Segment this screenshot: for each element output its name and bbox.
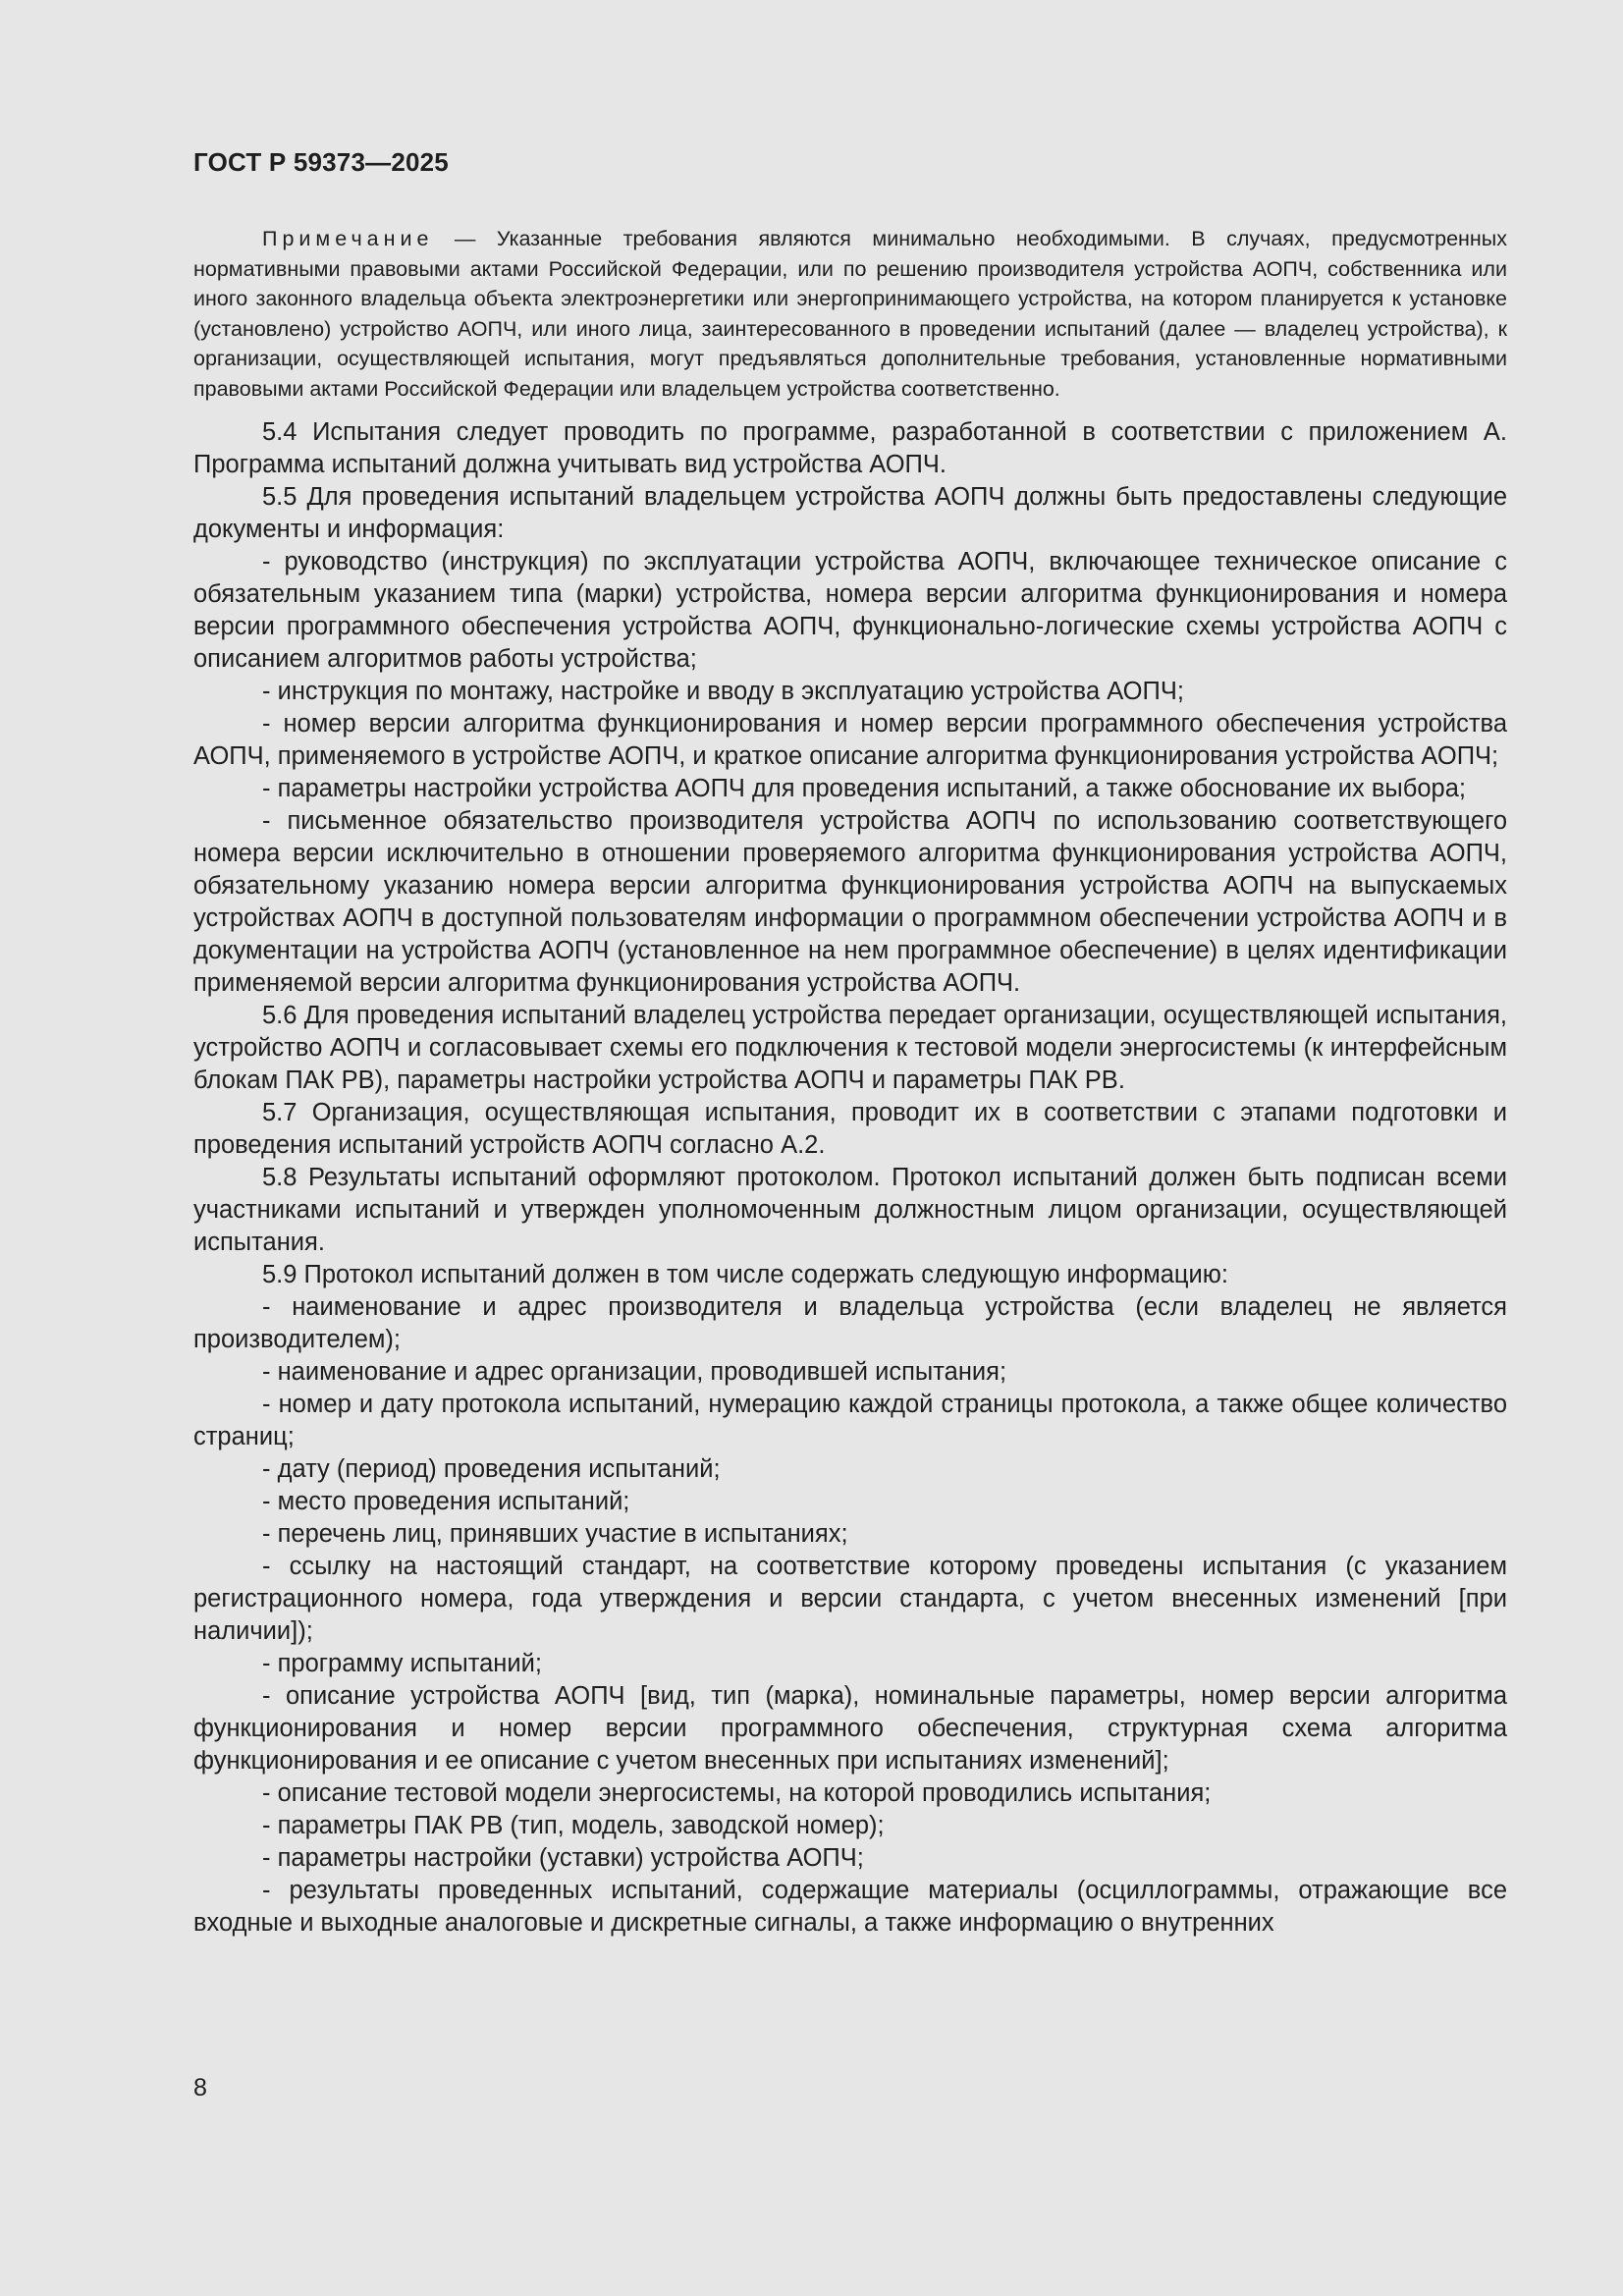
note-label: Примечание <box>262 227 434 250</box>
list-item: - параметры настройки устройства АОПЧ для проведения испытаний, а также обоснование их выбора; <box>262 774 1466 802</box>
paragraph-5-9: 5.9 Протокол испытаний должен в том числе содержать следующую информацию: <box>262 1260 1228 1288</box>
paragraph-5-6: 5.6 Для проведения испытаний владелец устройства передает организации, осуществляющей испытания, устройство АОПЧ и согласовывает схемы его подключения к тестовой модели энергосистемы (к интерфейсным блокам ПАК РВ), параметры настройки устройства АОПЧ и параметры ПАК РВ. <box>193 1001 1507 1094</box>
page-body <box>193 224 1507 1940</box>
list-item: - место проведения испытаний; <box>262 1487 630 1515</box>
list-item: - номер и дату протокола испытаний, нумерацию каждой страницы протокола, а также общее количество страниц; <box>193 1390 1507 1450</box>
list-item: - руководство (инструкция) по эксплуатации устройства АОПЧ, включающее техническое описание с обязательным указанием типа (марки) устройства, номера версии алгоритма функционирования и номера версии программного обеспечения устройства АОПЧ, функционально-логические схемы устройства АОПЧ с описанием алгоритмов работы устройства; <box>193 547 1507 673</box>
paragraph-5-5: 5.5 Для проведения испытаний владельцем устройства АОПЧ должны быть предоставлены следующие документы и информация: <box>193 482 1507 543</box>
list-item: - дату (период) проведения испытаний; <box>262 1454 721 1483</box>
paragraph-5-8: 5.8 Результаты испытаний оформляют протоколом. Протокол испытаний должен быть подписан всеми участниками испытаний и утвержден уполномоченным должностным лицом организации, осуществляющей испытания. <box>193 1163 1507 1256</box>
list-item: - наименование и адрес организации, проводившей испытания; <box>262 1357 1007 1386</box>
note-paragraph <box>193 224 1507 405</box>
list-item: - результаты проведенных испытаний, содержащие материалы (осциллограммы, отражающие все входные и выходные аналоговые и дискретные сигналы, а также информацию о внутренних <box>193 1876 1507 1937</box>
list-item: - описание устройства АОПЧ [вид, тип (марка), номинальные параметры, номер версии алгоритма функционирования и номер версии программного обеспечения, структурная схема алгоритма функционирования и ее описание с учетом внесенных при испытаниях изменений]; <box>193 1681 1507 1775</box>
list-item: - письменное обязательство производителя устройства АОПЧ по использованию соответствующего номера версии исключительно в отношении проверяемого алгоритма функционирования устройства АОПЧ, обязательному указанию номера версии алгоритма функционирования устройства АОПЧ на выпускаемых устройствах АОПЧ в доступной пользователям информации о программном обеспечении устройства АОПЧ и в документации на устройства АОПЧ (установленное на нем программное обеспечение) в целях идентификации применяемой версии алгоритма функционирования устройства АОПЧ. <box>193 806 1507 997</box>
list-item: - параметры настройки (уставки) устройства АОПЧ; <box>262 1843 864 1872</box>
list-item: - номер версии алгоритма функционирования и номер версии программного обеспечения устройства АОПЧ, применяемого в устройстве АОПЧ, и краткое описание алгоритма функционирования устройства АОПЧ; <box>193 709 1507 770</box>
list-item: - параметры ПАК РВ (тип, модель, заводской номер); <box>262 1811 885 1839</box>
page-number: 8 <box>193 2074 207 2102</box>
paragraph-5-4: 5.4 Испытания следует проводить по программе, разработанной в соответствии с приложением А. Программа испытаний должна учитывать вид устройства АОПЧ. <box>193 417 1507 478</box>
list-item: - наименование и адрес производителя и владельца устройства (если владелец не является производителем); <box>193 1292 1507 1353</box>
list-item: - описание тестовой модели энергосистемы, на которой проводились испытания; <box>262 1778 1212 1807</box>
list-item: - перечень лиц, принявших участие в испытаниях; <box>262 1519 848 1548</box>
document-header: ГОСТ Р 59373—2025 <box>193 147 449 177</box>
list-item: - инструкция по монтажу, настройке и вводу в эксплуатацию устройства АОПЧ; <box>262 677 1184 705</box>
paragraph-5-7: 5.7 Организация, осуществляющая испытания, проводит их в соответствии с этапами подготовки и проведения испытаний устройств АОПЧ согласно А.2. <box>193 1098 1507 1159</box>
note-text: — Указанные требования являются минимально необходимыми. В случаях, предусмотренных нормативными правовыми актами Российской Федерации, или по решению производителя устройства АОПЧ, собственника или иного законного владельца объекта электроэнергетики или энергопринимающего устройства, на котором планируется к установке (установлено) устройство АОПЧ, или иного лица, заинтересованного в проведении испытаний (далее — владелец устройства), к организации, осуществляющей испытания, могут предъявляться дополнительные требования, установленные нормативными правовыми актами Российской Федерации или владельцем устройства соответственно. <box>193 227 1507 401</box>
list-item: - ссылку на настоящий стандарт, на соответствие которому проведены испытания (с указанием регистрационного номера, года утверждения и версии стандарта, с учетом внесенных изменений [при наличии]); <box>193 1552 1507 1645</box>
list-item: - программу испытаний; <box>262 1649 542 1677</box>
